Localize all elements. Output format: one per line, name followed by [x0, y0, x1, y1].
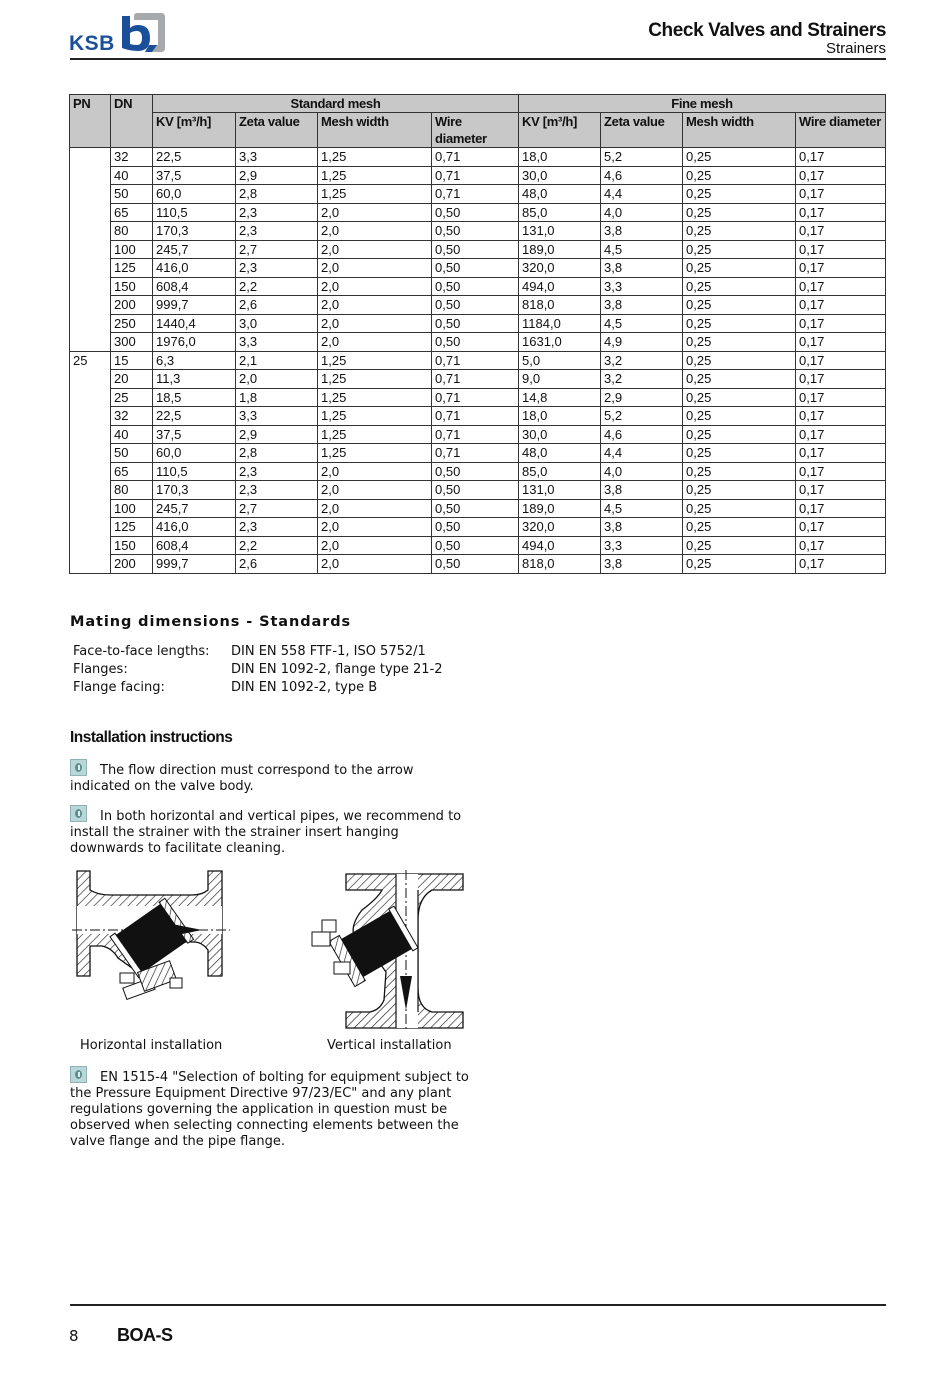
- cell-std-kv: 37,5: [153, 166, 236, 185]
- cell-std-kv: 170,3: [153, 481, 236, 500]
- cell-std-wire: 0,50: [432, 333, 519, 352]
- cell-fine-kv: 320,0: [519, 518, 601, 537]
- horizontal-installation-drawing: [72, 868, 230, 1000]
- cell-fine-wire: 0,17: [796, 555, 886, 574]
- cell-fine-wire: 0,17: [796, 351, 886, 370]
- cell-fine-zeta: 3,8: [601, 296, 683, 315]
- cell-std-kv: 608,4: [153, 277, 236, 296]
- cell-std-mesh: 1,25: [318, 166, 432, 185]
- vertical-installation-drawing: [308, 870, 468, 1030]
- col-header-dn: DN: [111, 95, 153, 148]
- standard-value: DIN EN 1092-2, flange type 21-2: [231, 662, 443, 677]
- info-icon: [70, 805, 87, 822]
- cell-std-zeta: 2,6: [236, 296, 318, 315]
- note-text: EN 1515-4 "Selection of bolting for equipment subject to the Pressure Equipment Directive 97/23/EC" and any plant regulations governing the application in question must be observed when selecting connecting elements between the valve flange and the pipe flange.: [70, 1070, 469, 1149]
- col-header-pn: PN: [70, 95, 111, 148]
- cell-fine-wire: 0,17: [796, 203, 886, 222]
- cell-fine-kv: 320,0: [519, 259, 601, 278]
- cell-fine-wire: 0,17: [796, 296, 886, 315]
- cell-fine-kv: 818,0: [519, 296, 601, 315]
- cell-fine-wire: 0,17: [796, 536, 886, 555]
- cell-std-zeta: 2,1: [236, 351, 318, 370]
- cell-fine-mesh: 0,25: [683, 240, 796, 259]
- cell-fine-zeta: 2,9: [601, 388, 683, 407]
- standard-label: Flanges:: [73, 662, 128, 677]
- info-icon: [70, 1066, 87, 1083]
- table-row: [70, 444, 886, 463]
- table-row: [70, 259, 886, 278]
- table-row: [70, 536, 886, 555]
- header-title: Check Valves and Strainers: [648, 20, 886, 41]
- table-row: [70, 370, 886, 389]
- col-header-std-wire: Wire diameter: [432, 113, 519, 148]
- cell-fine-zeta: 3,8: [601, 555, 683, 574]
- cell-fine-kv: 1184,0: [519, 314, 601, 333]
- cell-std-mesh: 2,0: [318, 462, 432, 481]
- table-body: [70, 148, 886, 574]
- cell-dn: 200: [111, 555, 153, 574]
- cell-fine-wire: 0,17: [796, 148, 886, 167]
- cell-std-wire: 0,50: [432, 314, 519, 333]
- cell-fine-zeta: 4,0: [601, 203, 683, 222]
- cell-fine-zeta: 4,9: [601, 333, 683, 352]
- cell-fine-mesh: 0,25: [683, 351, 796, 370]
- cell-std-zeta: 1,8: [236, 388, 318, 407]
- cell-fine-kv: 85,0: [519, 203, 601, 222]
- logo-mark-icon: [119, 10, 167, 56]
- cell-std-kv: 37,5: [153, 425, 236, 444]
- cell-dn: 100: [111, 240, 153, 259]
- cell-std-wire: 0,71: [432, 444, 519, 463]
- cell-dn: 300: [111, 333, 153, 352]
- cell-std-kv: 110,5: [153, 462, 236, 481]
- cell-dn: 125: [111, 518, 153, 537]
- cell-std-wire: 0,50: [432, 259, 519, 278]
- footer-divider: [70, 1304, 886, 1306]
- cell-std-wire: 0,50: [432, 222, 519, 241]
- info-icon: [70, 759, 87, 776]
- cell-fine-mesh: 0,25: [683, 388, 796, 407]
- col-header-fine-zeta: Zeta value: [601, 113, 683, 148]
- cell-fine-wire: 0,17: [796, 370, 886, 389]
- cell-fine-kv: 494,0: [519, 536, 601, 555]
- cell-dn: 80: [111, 222, 153, 241]
- cell-std-mesh: 1,25: [318, 407, 432, 426]
- cell-fine-zeta: 3,8: [601, 222, 683, 241]
- standard-value: DIN EN 1092-2, type B: [231, 680, 378, 695]
- table-row: [70, 222, 886, 241]
- cell-fine-wire: 0,17: [796, 259, 886, 278]
- cell-std-kv: 60,0: [153, 444, 236, 463]
- cell-fine-mesh: 0,25: [683, 462, 796, 481]
- cell-dn: 150: [111, 536, 153, 555]
- installation-note-bolting: [70, 1066, 470, 1150]
- cell-std-mesh: 1,25: [318, 370, 432, 389]
- table-row: [70, 407, 886, 426]
- cell-fine-zeta: 3,2: [601, 351, 683, 370]
- cell-std-kv: 170,3: [153, 222, 236, 241]
- cell-std-zeta: 3,0: [236, 314, 318, 333]
- table-row: [70, 481, 886, 500]
- cell-std-mesh: 1,25: [318, 185, 432, 204]
- cell-fine-kv: 30,0: [519, 425, 601, 444]
- cell-fine-mesh: 0,25: [683, 536, 796, 555]
- cell-fine-wire: 0,17: [796, 222, 886, 241]
- horizontal-installation-caption: Horizontal installation: [80, 1038, 223, 1053]
- cell-dn: 50: [111, 185, 153, 204]
- cell-std-kv: 6,3: [153, 351, 236, 370]
- cell-std-kv: 60,0: [153, 185, 236, 204]
- cell-fine-mesh: 0,25: [683, 296, 796, 315]
- cell-std-kv: 245,7: [153, 240, 236, 259]
- cell-std-zeta: 3,3: [236, 333, 318, 352]
- cell-std-wire: 0,71: [432, 425, 519, 444]
- cell-std-wire: 0,71: [432, 351, 519, 370]
- cell-std-wire: 0,50: [432, 555, 519, 574]
- cell-std-zeta: 2,3: [236, 222, 318, 241]
- cell-fine-kv: 5,0: [519, 351, 601, 370]
- col-header-fine-mesh: Mesh width: [683, 113, 796, 148]
- vertical-installation-caption: Vertical installation: [327, 1038, 452, 1053]
- note-text: The flow direction must correspond to the arrow indicated on the valve body.: [70, 763, 414, 794]
- cell-std-zeta: 2,7: [236, 499, 318, 518]
- cell-std-kv: 22,5: [153, 407, 236, 426]
- col-header-std-kv: KV [m³/h]: [153, 113, 236, 148]
- table-row: [70, 203, 886, 222]
- cell-std-mesh: 1,25: [318, 148, 432, 167]
- cell-dn: 200: [111, 296, 153, 315]
- cell-fine-zeta: 4,5: [601, 240, 683, 259]
- cell-std-mesh: 2,0: [318, 222, 432, 241]
- cell-fine-zeta: 4,0: [601, 462, 683, 481]
- cell-std-mesh: 2,0: [318, 481, 432, 500]
- cell-std-mesh: 2,0: [318, 296, 432, 315]
- cell-fine-kv: 85,0: [519, 462, 601, 481]
- cell-std-kv: 999,7: [153, 296, 236, 315]
- cell-std-wire: 0,71: [432, 148, 519, 167]
- cell-fine-kv: 48,0: [519, 185, 601, 204]
- cell-fine-zeta: 4,4: [601, 185, 683, 204]
- table-row: [70, 388, 886, 407]
- cell-dn: 65: [111, 203, 153, 222]
- table-row: [70, 555, 886, 574]
- cell-std-kv: 1976,0: [153, 333, 236, 352]
- cell-fine-kv: 131,0: [519, 222, 601, 241]
- cell-std-kv: 999,7: [153, 555, 236, 574]
- cell-fine-zeta: 3,2: [601, 370, 683, 389]
- cell-fine-kv: 30,0: [519, 166, 601, 185]
- table-row: [70, 148, 886, 167]
- cell-std-mesh: 2,0: [318, 555, 432, 574]
- cell-std-kv: 110,5: [153, 203, 236, 222]
- cell-fine-zeta: 5,2: [601, 148, 683, 167]
- cell-fine-wire: 0,17: [796, 314, 886, 333]
- cell-std-zeta: 2,3: [236, 481, 318, 500]
- cell-fine-mesh: 0,25: [683, 314, 796, 333]
- cell-fine-mesh: 0,25: [683, 277, 796, 296]
- cell-std-kv: 1440,4: [153, 314, 236, 333]
- col-header-std-mesh: Mesh width: [318, 113, 432, 148]
- cell-fine-kv: 9,0: [519, 370, 601, 389]
- cell-fine-mesh: 0,25: [683, 166, 796, 185]
- cell-std-zeta: 2,2: [236, 536, 318, 555]
- cell-dn: 65: [111, 462, 153, 481]
- cell-std-zeta: 2,3: [236, 462, 318, 481]
- cell-fine-wire: 0,17: [796, 518, 886, 537]
- standard-value: DIN EN 558 FTF-1, ISO 5752/1: [231, 644, 426, 659]
- cell-fine-zeta: 4,6: [601, 425, 683, 444]
- cell-std-kv: 416,0: [153, 518, 236, 537]
- cell-dn: 32: [111, 407, 153, 426]
- cell-std-kv: 18,5: [153, 388, 236, 407]
- cell-std-zeta: 2,0: [236, 370, 318, 389]
- col-header-fine-wire: Wire diameter: [796, 113, 886, 148]
- cell-fine-zeta: 4,5: [601, 499, 683, 518]
- cell-fine-kv: 18,0: [519, 407, 601, 426]
- cell-fine-kv: 1631,0: [519, 333, 601, 352]
- cell-dn: 40: [111, 166, 153, 185]
- cell-fine-mesh: 0,25: [683, 481, 796, 500]
- mating-dimensions-heading: Mating dimensions - Standards: [70, 614, 352, 630]
- cell-fine-zeta: 3,8: [601, 518, 683, 537]
- table-row: [70, 277, 886, 296]
- cell-std-wire: 0,50: [432, 296, 519, 315]
- cell-std-wire: 0,50: [432, 518, 519, 537]
- page-number: 8: [69, 1327, 79, 1345]
- cell-fine-kv: 494,0: [519, 277, 601, 296]
- cell-dn: 125: [111, 259, 153, 278]
- cell-dn: 40: [111, 425, 153, 444]
- standard-label: Face-to-face lengths:: [73, 644, 210, 659]
- cell-dn: 50: [111, 444, 153, 463]
- cell-std-zeta: 2,3: [236, 518, 318, 537]
- cell-std-mesh: 1,25: [318, 444, 432, 463]
- cell-std-zeta: 2,9: [236, 425, 318, 444]
- installation-heading: Installation instructions: [70, 729, 233, 746]
- cell-fine-wire: 0,17: [796, 462, 886, 481]
- table-row: [70, 425, 886, 444]
- cell-std-wire: 0,71: [432, 185, 519, 204]
- table-row: [70, 185, 886, 204]
- cell-std-wire: 0,50: [432, 277, 519, 296]
- cell-fine-kv: 18,0: [519, 148, 601, 167]
- cell-std-kv: 608,4: [153, 536, 236, 555]
- cell-std-wire: 0,50: [432, 203, 519, 222]
- col-header-fine-kv: KV [m³/h]: [519, 113, 601, 148]
- installation-note-flow: [70, 759, 470, 795]
- cell-std-wire: 0,50: [432, 240, 519, 259]
- cell-std-mesh: 2,0: [318, 518, 432, 537]
- cell-std-mesh: 2,0: [318, 333, 432, 352]
- header-subtitle: Strainers: [825, 40, 886, 57]
- cell-std-kv: 245,7: [153, 499, 236, 518]
- cell-dn: 150: [111, 277, 153, 296]
- cell-std-zeta: 3,3: [236, 407, 318, 426]
- cell-std-mesh: 2,0: [318, 203, 432, 222]
- cell-fine-wire: 0,17: [796, 240, 886, 259]
- cell-dn: 32: [111, 148, 153, 167]
- cell-fine-zeta: 4,4: [601, 444, 683, 463]
- standard-label: Flange facing:: [73, 680, 165, 695]
- cell-std-kv: 11,3: [153, 370, 236, 389]
- cell-dn: 80: [111, 481, 153, 500]
- cell-std-wire: 0,50: [432, 481, 519, 500]
- cell-fine-zeta: 4,5: [601, 314, 683, 333]
- table-row: [70, 351, 886, 370]
- cell-fine-zeta: 3,3: [601, 277, 683, 296]
- ksb-logo: [69, 10, 169, 56]
- cell-fine-zeta: 3,8: [601, 481, 683, 500]
- col-header-std-zeta: Zeta value: [236, 113, 318, 148]
- group-header-fine-mesh: Fine mesh: [519, 95, 886, 113]
- cell-std-zeta: 2,6: [236, 555, 318, 574]
- cell-fine-kv: 131,0: [519, 481, 601, 500]
- cell-std-zeta: 2,8: [236, 185, 318, 204]
- cell-fine-kv: 189,0: [519, 499, 601, 518]
- table-row: [70, 314, 886, 333]
- cell-std-kv: 416,0: [153, 259, 236, 278]
- cell-fine-kv: 818,0: [519, 555, 601, 574]
- cell-std-wire: 0,71: [432, 407, 519, 426]
- cell-fine-mesh: 0,25: [683, 203, 796, 222]
- cell-pn: 25: [70, 351, 111, 573]
- cell-std-wire: 0,50: [432, 536, 519, 555]
- cell-dn: 25: [111, 388, 153, 407]
- cell-dn: 250: [111, 314, 153, 333]
- cell-fine-mesh: 0,25: [683, 259, 796, 278]
- installation-note-orientation: [70, 805, 470, 857]
- cell-std-zeta: 2,9: [236, 166, 318, 185]
- cell-std-wire: 0,50: [432, 462, 519, 481]
- cell-std-mesh: 1,25: [318, 388, 432, 407]
- table-row: [70, 499, 886, 518]
- cell-fine-mesh: 0,25: [683, 444, 796, 463]
- cell-fine-mesh: 0,25: [683, 407, 796, 426]
- cell-std-mesh: 2,0: [318, 259, 432, 278]
- table-row: [70, 296, 886, 315]
- cell-fine-wire: 0,17: [796, 407, 886, 426]
- cell-std-mesh: 2,0: [318, 499, 432, 518]
- cell-fine-zeta: 3,8: [601, 259, 683, 278]
- cell-fine-wire: 0,17: [796, 166, 886, 185]
- cell-fine-wire: 0,17: [796, 444, 886, 463]
- table-row: [70, 518, 886, 537]
- group-header-standard-mesh: Standard mesh: [153, 95, 519, 113]
- cell-std-mesh: 1,25: [318, 351, 432, 370]
- cell-fine-wire: 0,17: [796, 425, 886, 444]
- table-row: [70, 166, 886, 185]
- table-row: [70, 240, 886, 259]
- cell-fine-mesh: 0,25: [683, 222, 796, 241]
- cell-std-zeta: 2,8: [236, 444, 318, 463]
- cell-dn: 20: [111, 370, 153, 389]
- cell-std-zeta: 2,7: [236, 240, 318, 259]
- cell-fine-zeta: 4,6: [601, 166, 683, 185]
- table-row: [70, 462, 886, 481]
- cell-std-kv: 22,5: [153, 148, 236, 167]
- logo-text: KSB: [69, 32, 115, 55]
- cell-dn: 100: [111, 499, 153, 518]
- cell-fine-zeta: 5,2: [601, 407, 683, 426]
- strainer-spec-table: [69, 94, 886, 574]
- note-text: In both horizontal and vertical pipes, we recommend to install the strainer with the strainer insert hanging downwards to facilitate cleaning.: [70, 809, 462, 856]
- cell-pn: [70, 148, 111, 352]
- cell-fine-mesh: 0,25: [683, 148, 796, 167]
- cell-fine-mesh: 0,25: [683, 518, 796, 537]
- header-divider: [70, 58, 886, 60]
- cell-std-wire: 0,50: [432, 499, 519, 518]
- cell-std-mesh: 2,0: [318, 277, 432, 296]
- cell-std-wire: 0,71: [432, 388, 519, 407]
- cell-fine-mesh: 0,25: [683, 185, 796, 204]
- cell-fine-wire: 0,17: [796, 277, 886, 296]
- cell-fine-kv: 14,8: [519, 388, 601, 407]
- cell-fine-wire: 0,17: [796, 481, 886, 500]
- cell-fine-mesh: 0,25: [683, 333, 796, 352]
- cell-std-mesh: 2,0: [318, 240, 432, 259]
- cell-std-zeta: 2,2: [236, 277, 318, 296]
- cell-dn: 15: [111, 351, 153, 370]
- cell-std-zeta: 2,3: [236, 259, 318, 278]
- cell-fine-mesh: 0,25: [683, 370, 796, 389]
- cell-fine-mesh: 0,25: [683, 555, 796, 574]
- cell-std-mesh: 1,25: [318, 425, 432, 444]
- cell-std-zeta: 3,3: [236, 148, 318, 167]
- footer-product-name: BOA-S: [117, 1325, 173, 1345]
- cell-fine-zeta: 3,3: [601, 536, 683, 555]
- cell-std-wire: 0,71: [432, 166, 519, 185]
- cell-fine-mesh: 0,25: [683, 425, 796, 444]
- cell-fine-kv: 189,0: [519, 240, 601, 259]
- cell-fine-wire: 0,17: [796, 185, 886, 204]
- cell-std-mesh: 2,0: [318, 536, 432, 555]
- cell-fine-mesh: 0,25: [683, 499, 796, 518]
- table-row: [70, 333, 886, 352]
- cell-fine-wire: 0,17: [796, 388, 886, 407]
- cell-std-zeta: 2,3: [236, 203, 318, 222]
- cell-fine-wire: 0,17: [796, 333, 886, 352]
- cell-fine-wire: 0,17: [796, 499, 886, 518]
- cell-std-wire: 0,71: [432, 370, 519, 389]
- cell-fine-kv: 48,0: [519, 444, 601, 463]
- cell-std-mesh: 2,0: [318, 314, 432, 333]
